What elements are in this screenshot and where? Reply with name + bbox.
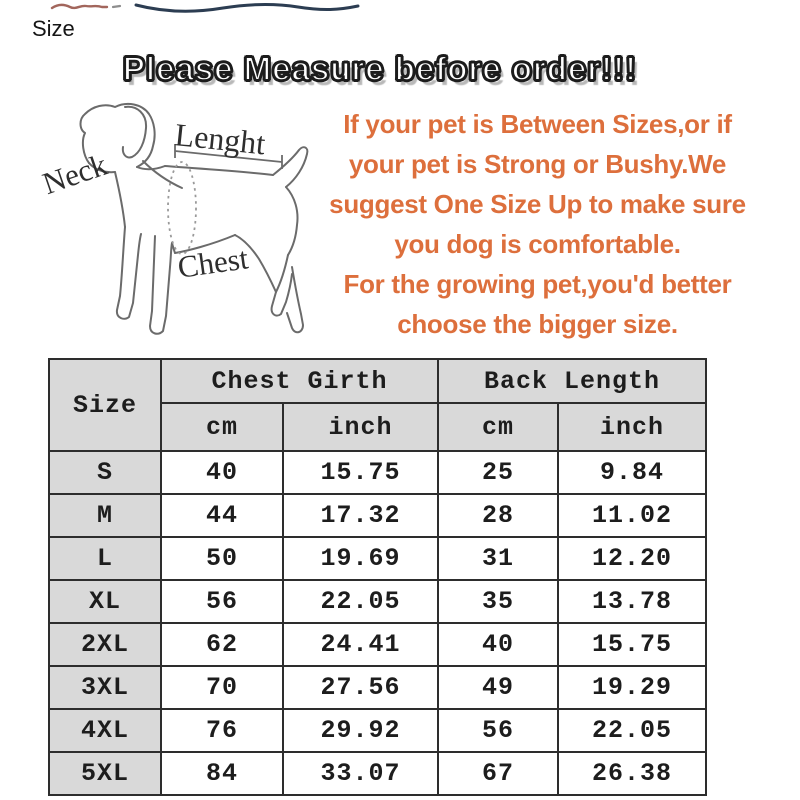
- chest-inch-cell: 27.56: [283, 666, 438, 709]
- back-inch-cell: 11.02: [558, 494, 706, 537]
- length-label: Lenght: [173, 116, 268, 162]
- chest-cm-cell: 70: [161, 666, 283, 709]
- note-line: suggest One Size Up to make sure: [329, 189, 746, 219]
- chest-inch-cell: 17.32: [283, 494, 438, 537]
- col-header-chest-inch: inch: [283, 403, 438, 451]
- chest-cm-cell: 40: [161, 451, 283, 494]
- table-row: [49, 709, 706, 752]
- size-cell: L: [49, 537, 161, 580]
- col-header-chest-girth: Chest Girth: [161, 359, 438, 403]
- back-cm-cell: 35: [438, 580, 558, 623]
- size-cell: XL: [49, 580, 161, 623]
- size-cell: M: [49, 494, 161, 537]
- size-cell: S: [49, 451, 161, 494]
- note-line: you dog is comfortable.: [394, 229, 681, 259]
- chest-inch-cell: 24.41: [283, 623, 438, 666]
- back-cm-cell: 67: [438, 752, 558, 795]
- note-line: For the growing pet,you'd better: [343, 269, 732, 299]
- back-cm-cell: 40: [438, 623, 558, 666]
- table-row: [49, 451, 706, 494]
- back-inch-cell: 22.05: [558, 709, 706, 752]
- chest-cm-cell: 76: [161, 709, 283, 752]
- chest-inch-cell: 15.75: [283, 451, 438, 494]
- chest-girth-ellipse: [168, 162, 196, 254]
- chest-inch-cell: 29.92: [283, 709, 438, 752]
- chest-inch-cell: 19.69: [283, 537, 438, 580]
- back-cm-cell: 28: [438, 494, 558, 537]
- wave-decoration: [133, 1, 361, 13]
- note-line: If your pet is Between Sizes,or if: [343, 109, 732, 139]
- table-row: [49, 494, 706, 537]
- back-cm-cell: 25: [438, 451, 558, 494]
- measure-note: [305, 104, 770, 344]
- col-header-size: Size: [49, 359, 161, 451]
- back-cm-cell: 49: [438, 666, 558, 709]
- table-row: [49, 623, 706, 666]
- table-row: [49, 752, 706, 795]
- scribble-decoration: [50, 1, 125, 11]
- back-inch-cell: 26.38: [558, 752, 706, 795]
- note-line: choose the bigger size.: [397, 309, 678, 339]
- back-cm-cell: 31: [438, 537, 558, 580]
- neck-label: Neck: [38, 146, 112, 202]
- chest-cm-cell: 62: [161, 623, 283, 666]
- table-row: [49, 537, 706, 580]
- size-section-label: Size: [32, 16, 75, 41]
- back-inch-cell: 19.29: [558, 666, 706, 709]
- chest-label: Chest: [175, 240, 251, 285]
- chest-cm-cell: 56: [161, 580, 283, 623]
- back-inch-cell: 9.84: [558, 451, 706, 494]
- note-line: your pet is Strong or Bushy.We: [348, 149, 727, 179]
- size-cell: 3XL: [49, 666, 161, 709]
- size-cell: 4XL: [49, 709, 161, 752]
- page-title: Please Measure before order!!!: [122, 50, 638, 87]
- back-inch-cell: 13.78: [558, 580, 706, 623]
- size-cell: 2XL: [49, 623, 161, 666]
- back-inch-cell: 15.75: [558, 623, 706, 666]
- chest-cm-cell: 44: [161, 494, 283, 537]
- back-cm-cell: 56: [438, 709, 558, 752]
- size-cell: 5XL: [49, 752, 161, 795]
- chest-cm-cell: 84: [161, 752, 283, 795]
- col-header-back-length: Back Length: [438, 359, 706, 403]
- col-header-back-cm: cm: [438, 403, 558, 451]
- chest-inch-cell: 22.05: [283, 580, 438, 623]
- back-inch-cell: 12.20: [558, 537, 706, 580]
- col-header-back-inch: inch: [558, 403, 706, 451]
- table-row: [49, 580, 706, 623]
- chest-inch-cell: 33.07: [283, 752, 438, 795]
- size-table: [48, 358, 707, 796]
- chest-cm-cell: 50: [161, 537, 283, 580]
- col-header-chest-cm: cm: [161, 403, 283, 451]
- table-row: [49, 666, 706, 709]
- dog-measurement-diagram: [35, 95, 335, 350]
